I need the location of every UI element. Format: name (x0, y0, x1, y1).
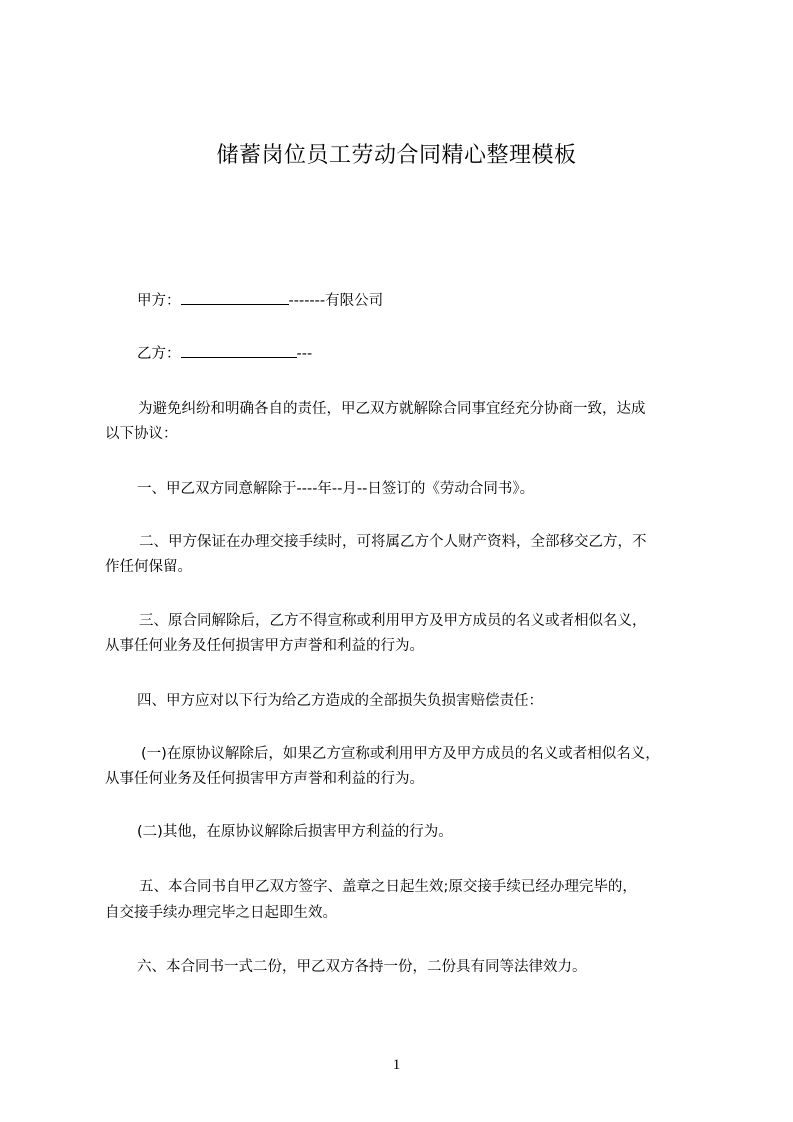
party-b-line (137, 343, 312, 364)
clause-6-line-1: 六、本合同书一式二份，甲乙双方各持一份，二份具有同等法律效力。 (137, 959, 587, 975)
preamble-line-1: 为避免纠纷和明确各自的责任，甲乙双方就解除合同事宜经充分协商一致，达成 (138, 401, 646, 417)
page-number: 1 (392, 1057, 401, 1073)
party-a-blank (181, 290, 289, 305)
clause-2-line-2: 作任何保留。 (105, 559, 192, 575)
preamble-line-2: 以下协议： (105, 426, 178, 442)
party-b-suffix: --- (296, 346, 313, 362)
clause-4-item-1-line-2: 从事任何业务及任何损害甲方声誉和利益的行为。 (105, 771, 424, 787)
clause-4-item-2-line-1: (二)其他，在原协议解除后损害甲方利益的行为。 (137, 824, 453, 840)
clause-3-line-1: 三、原合同解除后，乙方不得宣称或利用甲方及甲方成员的名义或者相似名义， (139, 613, 647, 629)
clause-4-item-1-line-1: (一)在原协议解除后，如果乙方宣称或利用甲方及甲方成员的名义或者相似名义， (141, 746, 660, 762)
party-a-suffix: -------有限公司 (288, 293, 384, 309)
party-a-line (137, 290, 383, 311)
clause-2-line-1: 二、甲方保证在办理交接手续时，可将属乙方个人财产资料，全部移交乙方，不 (139, 534, 647, 550)
clause-5-line-2: 自交接手续办理完毕之日起即生效。 (105, 905, 337, 921)
party-b-label: 乙方： (137, 346, 181, 362)
document-title: 储蓄岗位员工劳动合同精心整理模板 (216, 143, 577, 168)
party-b-blank (181, 343, 297, 358)
party-a-label: 甲方： (137, 293, 181, 309)
clause-1-line-1: 一、甲乙双方同意解除于----年--月--日签订的《劳动合同书》。 (137, 481, 535, 497)
clause-3-line-2: 从事任何业务及任何损害甲方声誉和利益的行为。 (105, 638, 424, 654)
clause-5-line-1: 五、本合同书自甲乙双方签字、盖章之日起生效;原交接手续已经办理完毕的， (139, 879, 637, 895)
clause-4-line-1: 四、甲方应对以下行为给乙方造成的全部损失负损害赔偿责任： (137, 693, 543, 709)
